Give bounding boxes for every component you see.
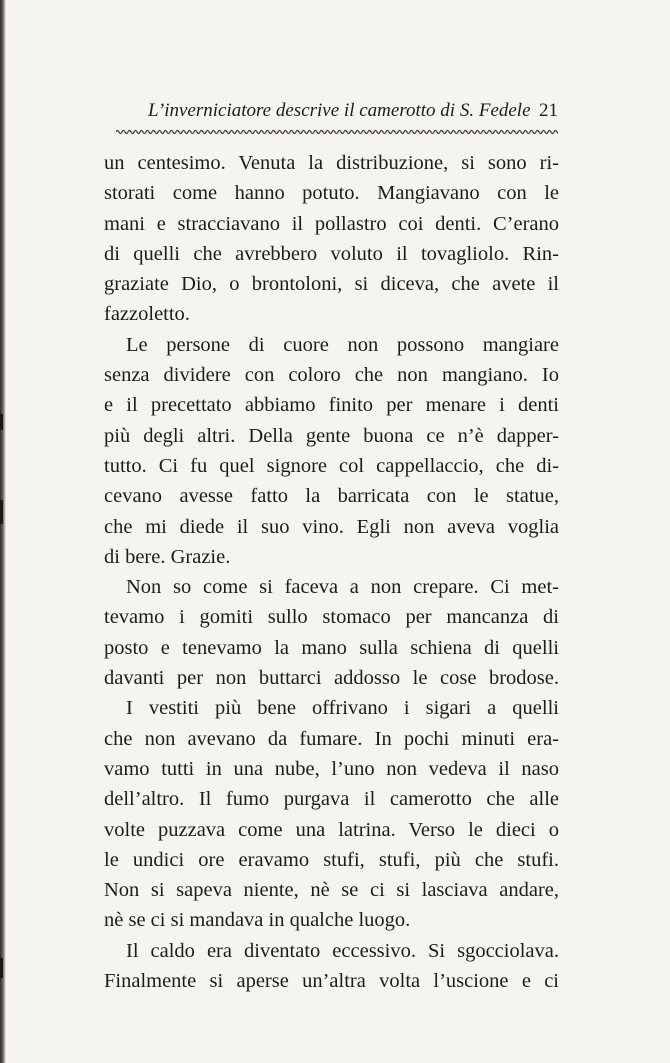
text-line: che mi diede il suo vino. Egli non aveva voglia <box>104 515 559 538</box>
text-line: le undici ore eravamo stufi, stufi, più che stufi. <box>104 848 559 871</box>
running-head <box>148 96 558 126</box>
page-edge-mark <box>0 958 3 978</box>
text-line: di bere. Grazie. <box>104 545 231 568</box>
text-line: nè se ci si mandava in qualche luogo. <box>104 909 411 932</box>
decorative-wavy-rule <box>116 128 558 136</box>
text-line: Non so come si faceva a non crepare. Ci met- <box>126 576 559 599</box>
text-line: e il precettato abbiamo finito per menare i denti <box>104 394 559 417</box>
running-title: L’inverniciatore descrive il camerotto di S. Fedele <box>148 100 531 121</box>
text-line: davanti per non buttarci addosso le cose brodose. <box>104 667 559 690</box>
text-line: senza dividere con coloro che non mangiano. Io <box>104 364 559 387</box>
text-line: volte puzzava come una latrina. Verso le dieci o <box>104 818 559 841</box>
body-text <box>104 148 559 996</box>
page-edge-mark <box>0 500 3 524</box>
text-line: che non avevano da fumare. In pochi minuti era- <box>104 727 559 750</box>
text-line: Le persone di cuore non possono mangiare <box>126 333 559 356</box>
text-line: fazzoletto. <box>104 303 190 326</box>
page-edge-shadow <box>0 0 6 1063</box>
text-line: Finalmente si aperse un’altra volta l’uscione e ci <box>104 970 559 993</box>
text-line: Il caldo era diventato eccessivo. Si sgocciolava. <box>126 939 559 962</box>
page-edge-mark <box>0 414 3 430</box>
text-line: vamo tutti in una nube, l’uno non vedeva il naso <box>104 757 559 780</box>
text-line: storati come hanno potuto. Mangiavano con le <box>104 182 559 205</box>
text-line: un centesimo. Venuta la distribuzione, si sono ri- <box>104 152 559 174</box>
text-line: graziate Dio, o brontoloni, si diceva, che avete il <box>104 273 559 296</box>
text-line: tutto. Ci fu quel signore col cappellaccio, che di- <box>104 454 559 477</box>
text-line: mani e stracciavano il pollastro coi denti. C’erano <box>104 212 559 235</box>
text-line: tevamo i gomiti sullo stomaco per mancanza di <box>104 606 559 629</box>
text-line: più degli altri. Della gente buona ce n’è dapper- <box>104 424 559 447</box>
text-line: posto e tenevamo la mano sulla schiena di quelli <box>104 636 559 659</box>
text-line: Non si sapeva niente, nè se ci si lasciava andare, <box>104 879 559 902</box>
page-number: 21 <box>539 100 558 121</box>
text-line: I vestiti più bene offrivano i sigari a quelli <box>126 697 559 720</box>
text-line: di quelli che avrebbero voluto il tovagliolo. Rin- <box>104 242 559 265</box>
text-line: cevano avesse fatto la barricata con le statue, <box>104 485 559 508</box>
text-line: dell’altro. Il fumo purgava il camerotto che alle <box>104 788 559 811</box>
